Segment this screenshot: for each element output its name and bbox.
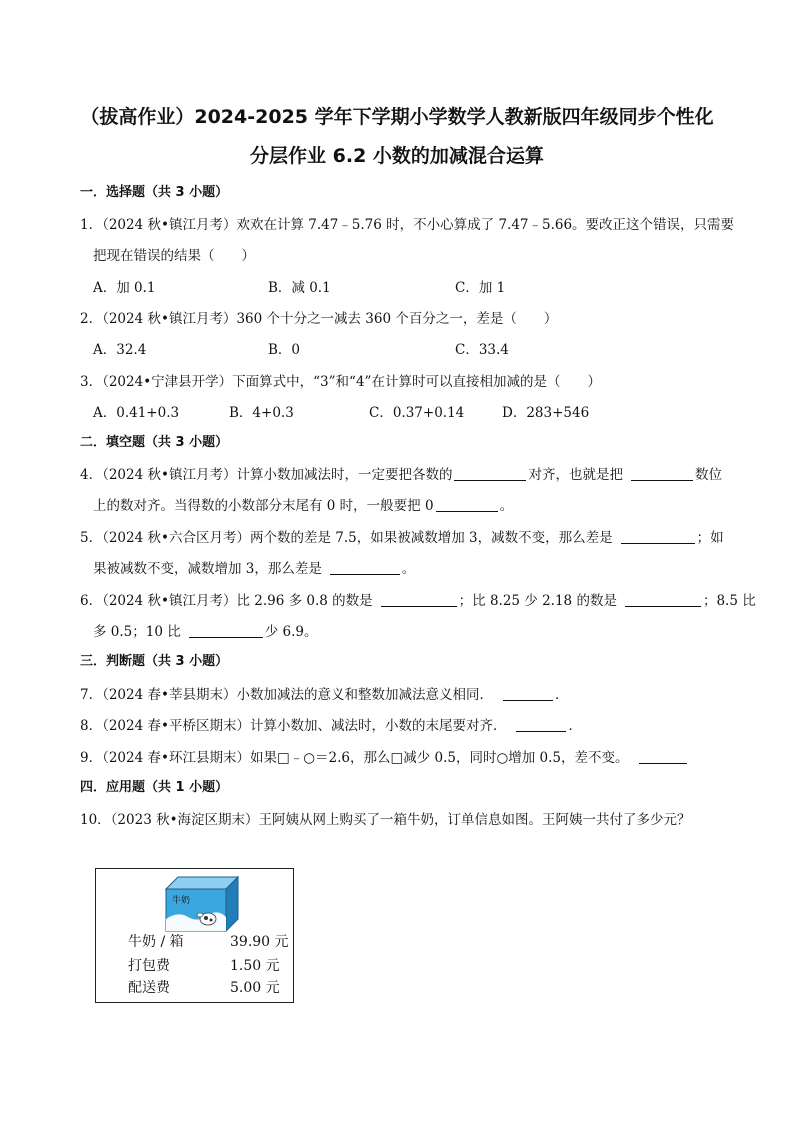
order-row-packing-label: 打包费 [128, 958, 170, 974]
question-4-text-d: 上的数对齐。当得数的小数部分末尾有 0 时，一般要把 0 [93, 498, 434, 514]
question-5-text-c: 果被减数不变，减数增加 3，那么差是 [93, 561, 322, 577]
question-4-text-c: 数位 [694, 467, 722, 483]
question-4-line2 [93, 497, 513, 515]
question-8-line [80, 717, 582, 735]
question-5-blank-1[interactable] [621, 529, 695, 544]
question-6-text-c: ；8.5 比 [702, 593, 756, 609]
question-8-text: 8．（2024 春•平桥区期末）计算小数加、减法时，小数的末尾要对齐． [80, 718, 507, 734]
order-info-figure [95, 868, 294, 1003]
section-heading-application: 四．应用题（共 1 小题） [80, 780, 229, 795]
question-6-blank-2[interactable] [625, 592, 701, 607]
question-3-text: 3．（2024•宁津县开学）下面算式中，“3”和“4”在计算时可以直接相加减的是（ ） [80, 374, 601, 390]
question-8-blank[interactable] [516, 717, 566, 732]
question-3-option-b[interactable]: B．4+0.3 [229, 405, 294, 421]
question-5-blank-2[interactable] [330, 560, 400, 575]
question-2-option-a[interactable]: A．32.4 [93, 342, 147, 358]
question-6-text-a: 6．（2024 秋•镇江月考）比 2.96 多 0.8 的数是 [80, 593, 373, 609]
question-4-line1 [80, 466, 722, 484]
question-9-text: 9．（2024 春•环江县期末）如果□﹣○＝2.6，那么□减少 0.5，同时○增加 0.5，差不变。 [80, 750, 629, 766]
question-8-end: ． [568, 718, 582, 734]
order-row-milk-label: 牛奶 / 箱 [128, 934, 184, 950]
question-2-option-b[interactable]: B．0 [268, 342, 301, 358]
question-2-option-c[interactable]: C．33.4 [455, 342, 509, 358]
question-6-line2 [93, 623, 318, 641]
question-4-text-b: 对齐，也就是把 [528, 467, 623, 483]
section-heading-judge: 三．判断题（共 3 小题） [80, 654, 229, 669]
question-1-text-cont: 把现在错误的结果（ ） [93, 248, 255, 264]
question-7-end: ． [554, 687, 569, 703]
question-5-text-b: ；如 [696, 530, 724, 546]
question-6-text-e: 少 6.9。 [264, 624, 318, 640]
question-4-blank-3[interactable] [436, 497, 498, 512]
question-3-option-c[interactable]: C．0.37+0.14 [369, 405, 465, 421]
section-heading-choice: 一．选择题（共 3 小题） [80, 185, 229, 200]
order-row-packing-price: 1.50 元 [230, 958, 280, 974]
question-1-option-b[interactable]: B．减 0.1 [268, 280, 331, 296]
question-3-option-d[interactable]: D．283+546 [502, 405, 590, 421]
question-10-text: 10．（2023 秋•海淀区期末）王阿姨从网上购买了一箱牛奶，订单信息如图。王阿姨一共付了多少元？ [80, 812, 691, 828]
question-9-line [80, 749, 689, 767]
question-4-text-e: 。 [499, 498, 514, 514]
question-5-text-a: 5．（2024 秋•六合区月考）两个数的差是 7.5，如果被减数增加 3，减数不变，那么差是 [80, 530, 613, 546]
question-2-text: 2．（2024 秋•镇江月考）360 个十分之一减去 360 个百分之一，差是（ ） [80, 311, 558, 327]
question-1-option-a[interactable]: A．加 0.1 [93, 280, 156, 296]
question-5-line1 [80, 529, 724, 547]
question-1-option-c[interactable]: C．加 1 [455, 280, 506, 296]
question-7-blank[interactable] [503, 686, 553, 701]
question-1-text: 1．（2024 秋•镇江月考）欢欢在计算 7.47﹣5.76 时，不小心算成了 7.47﹣5.66。要改正这个错误，只需要 [80, 217, 735, 233]
question-5-text-d: 。 [401, 561, 416, 577]
question-6-text-b: ；比 8.25 少 2.18 的数是 [458, 593, 617, 609]
order-row-delivery-price: 5.00 元 [230, 980, 280, 996]
question-5-line2 [93, 560, 415, 578]
question-6-text-d: 多 0.5；10 比 [93, 624, 181, 640]
question-6-line1 [80, 592, 756, 610]
section-heading-fill: 二．填空题（共 3 小题） [80, 435, 229, 450]
question-7-line [80, 686, 568, 704]
question-6-blank-1[interactable] [381, 592, 457, 607]
milk-box-label: 牛奶 [172, 896, 191, 906]
question-9-blank[interactable] [639, 749, 687, 764]
question-6-blank-3[interactable] [189, 623, 263, 638]
milk-box-icon [164, 875, 240, 933]
order-row-delivery-label: 配送费 [128, 980, 170, 996]
document-title-line1: （拔高作业）2024-2025 学年下学期小学数学人教新版四年级同步个性化 [80, 106, 714, 128]
order-row-milk-price: 39.90 元 [230, 934, 289, 950]
question-4-text-a: 4．（2024 秋•镇江月考）计算小数加减法时，一定要把各数的 [80, 467, 453, 483]
question-4-blank-1[interactable] [454, 466, 526, 481]
question-7-text: 7．（2024 春•莘县期末）小数加减法的意义和整数加减法意义相同． [80, 687, 493, 703]
question-4-blank-2[interactable] [631, 466, 693, 481]
document-title-line2: 分层作业 6.2 小数的加减混合运算 [250, 145, 544, 167]
question-3-option-a[interactable]: A．0.41+0.3 [93, 405, 180, 421]
